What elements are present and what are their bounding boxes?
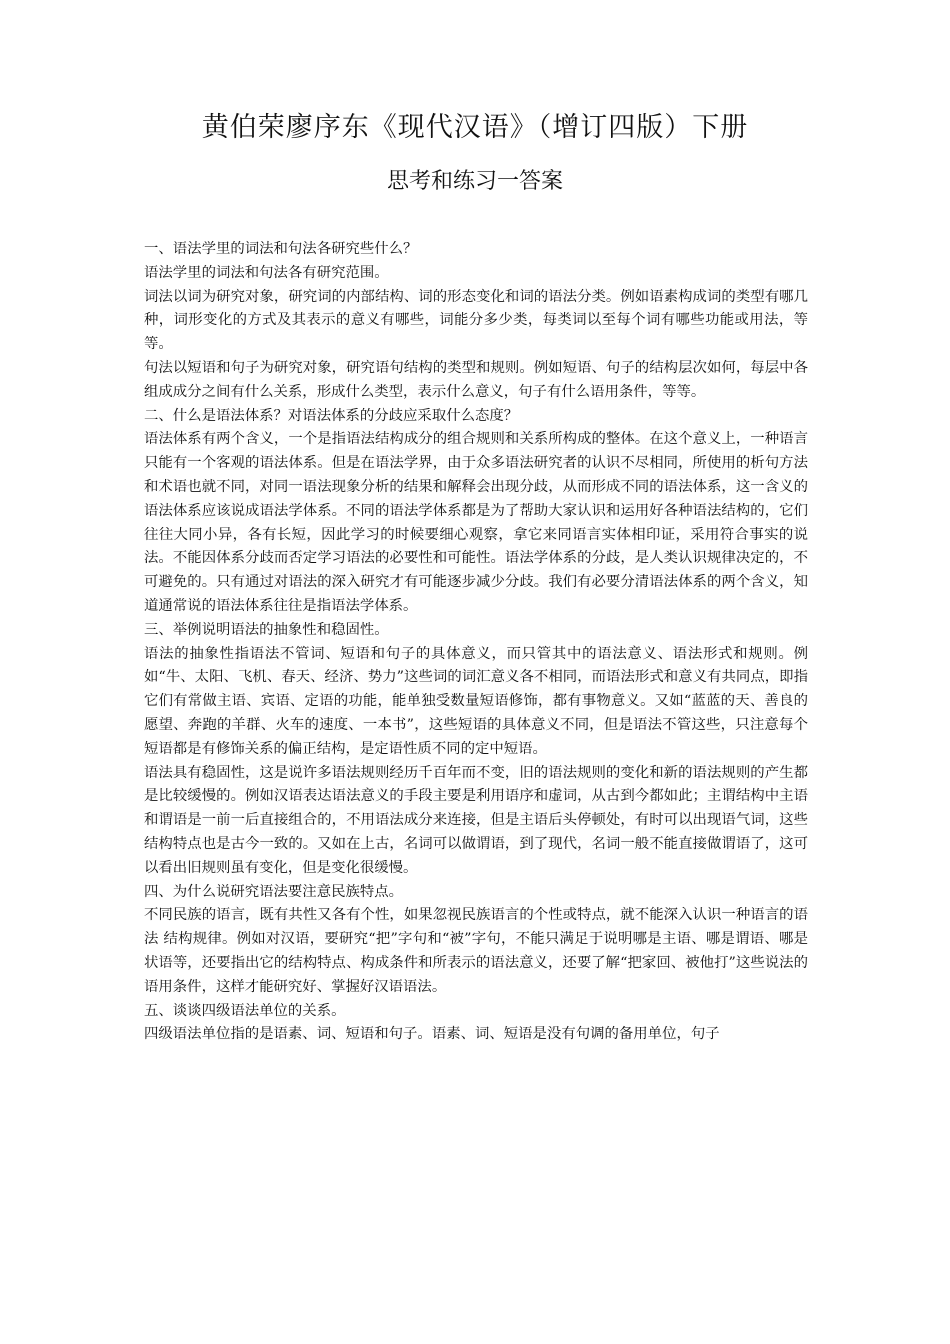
answer-paragraph: 句法以短语和句子为研究对象，研究语句结构的类型和规则。例如短语、句子的结构层次如何，每层中各组成成分之间有什么关系，形成什么类型，表示什么意义，句子有什么语用条件，等等。 <box>144 359 808 400</box>
answer-paragraph: 词法以词为研究对象，研究词的内部结构、词的形态变化和词的语法分类。例如语素构成词的类型有哪几种，词形变化的方式及其表示的意义有哪些，词能分多少类，每类词以至每个词有哪些功能或用法，等等。 <box>144 288 808 353</box>
question-2-heading: 二、什么是语法体系？对语法体系的分歧应采取什么态度？ <box>144 407 519 424</box>
answer-paragraph: 四级语法单位指的是语素、词、短语和句子。语素、词、短语是没有句调的备用单位，句子 <box>144 1026 720 1043</box>
answer-paragraph: 语法具有稳固性，这是说许多语法规则经历千百年而不变，旧的语法规则的变化和新的语法规则的产生都是比较缓慢的。例如汉语表达语法意义的手段主要是利用语序和虚词，从古到今都如此；主谓结构中主语和谓语是一前一后直接组合的，不用语法成分来连接，但是主语后头停顿处，有时可以出现语气词，这些结构特点也是古今一致的。又如在上古，名词可以做谓语，到了现代，名词一般不能直接做谓语了，这可以看出旧规则虽有变化，但是变化很缓慢。 <box>144 764 808 876</box>
answer-paragraph: 语法学里的词法和句法各有研究范围。 <box>144 264 389 281</box>
document-title: 黄伯荣廖序东《现代汉语》（增订四版）下册 <box>201 112 749 143</box>
document-body <box>144 238 808 1047</box>
answer-paragraph: 语法的抽象性指语法不管词、短语和句子的具体意义，而只管其中的语法意义、语法形式和规则。例如“牛、太阳、飞机、春天、经济、势力”这些词的词汇意义各不相同，而语法形式和意义有共同点，即指它们有常做主语、宾语、定语的功能，能单独受数量短语修饰，都有事物意义。又如“蓝蓝的天、善良的愿望、奔跑的羊群、火车的速度、一本书”，这些短语的具体意义不同，但是语法不管这些，只注意每个短语都是有修饰关系的偏正结构，是定语性质不同的定中短语。 <box>144 645 808 757</box>
question-4-heading: 四、为什么说研究语法要注意民族特点。 <box>144 883 404 900</box>
question-3-heading: 三、举例说明语法的抽象性和稳固性。 <box>144 621 389 638</box>
answer-paragraph: 不同民族的语言，既有共性又各有个性，如果忽视民族语言的个性或特点，就不能深入认识一种语言的语法 结构规律。例如对汉语，要研究“把”字句和“被”字句，不能只满足于说明哪是主语、哪是谓语、哪是状语等，还要指出它的结构特点、构成条件和所表示的语法意义，还要了解“把家回、被他打”这些说法的语用条件，这样才能研究好、掌握好汉语语法。 <box>144 907 808 995</box>
question-1-heading: 一、语法学里的词法和句法各研究些什么？ <box>144 241 418 257</box>
question-5-heading: 五、谈谈四级语法单位的关系。 <box>144 1002 346 1019</box>
answer-paragraph: 语法体系有两个含义，一个是指语法结构成分的组合规则和关系所构成的整体。在这个意义上，一种语言只能有一个客观的语法体系。但是在语法学界，由于众多语法研究者的认识不尽相同，所使用的析句方法和术语也就不同，对同一语法现象分析的结果和解释会出现分歧，从而形成不同的语法体系，这一含义的语法体系应该说成语法学体系。不同的语法学体系都是为了帮助大家认识和运用好各种语法结构的，它们往往大同小异，各有长短，因此学习的时候要细心观察，拿它来同语言实体相印证，采用符合事实的说法。不能因体系分歧而否定学习语法的必要性和可能性。语法学体系的分歧，是人类认识规律决定的，不可避免的。只有通过对语法的深入研究才有可能逐步减少分歧。我们有必要分清语法体系的两个含义，知道通常说的语法体系往往是指语法学体系。 <box>144 431 808 614</box>
document-subtitle: 思考和练习一答案 <box>386 169 563 194</box>
